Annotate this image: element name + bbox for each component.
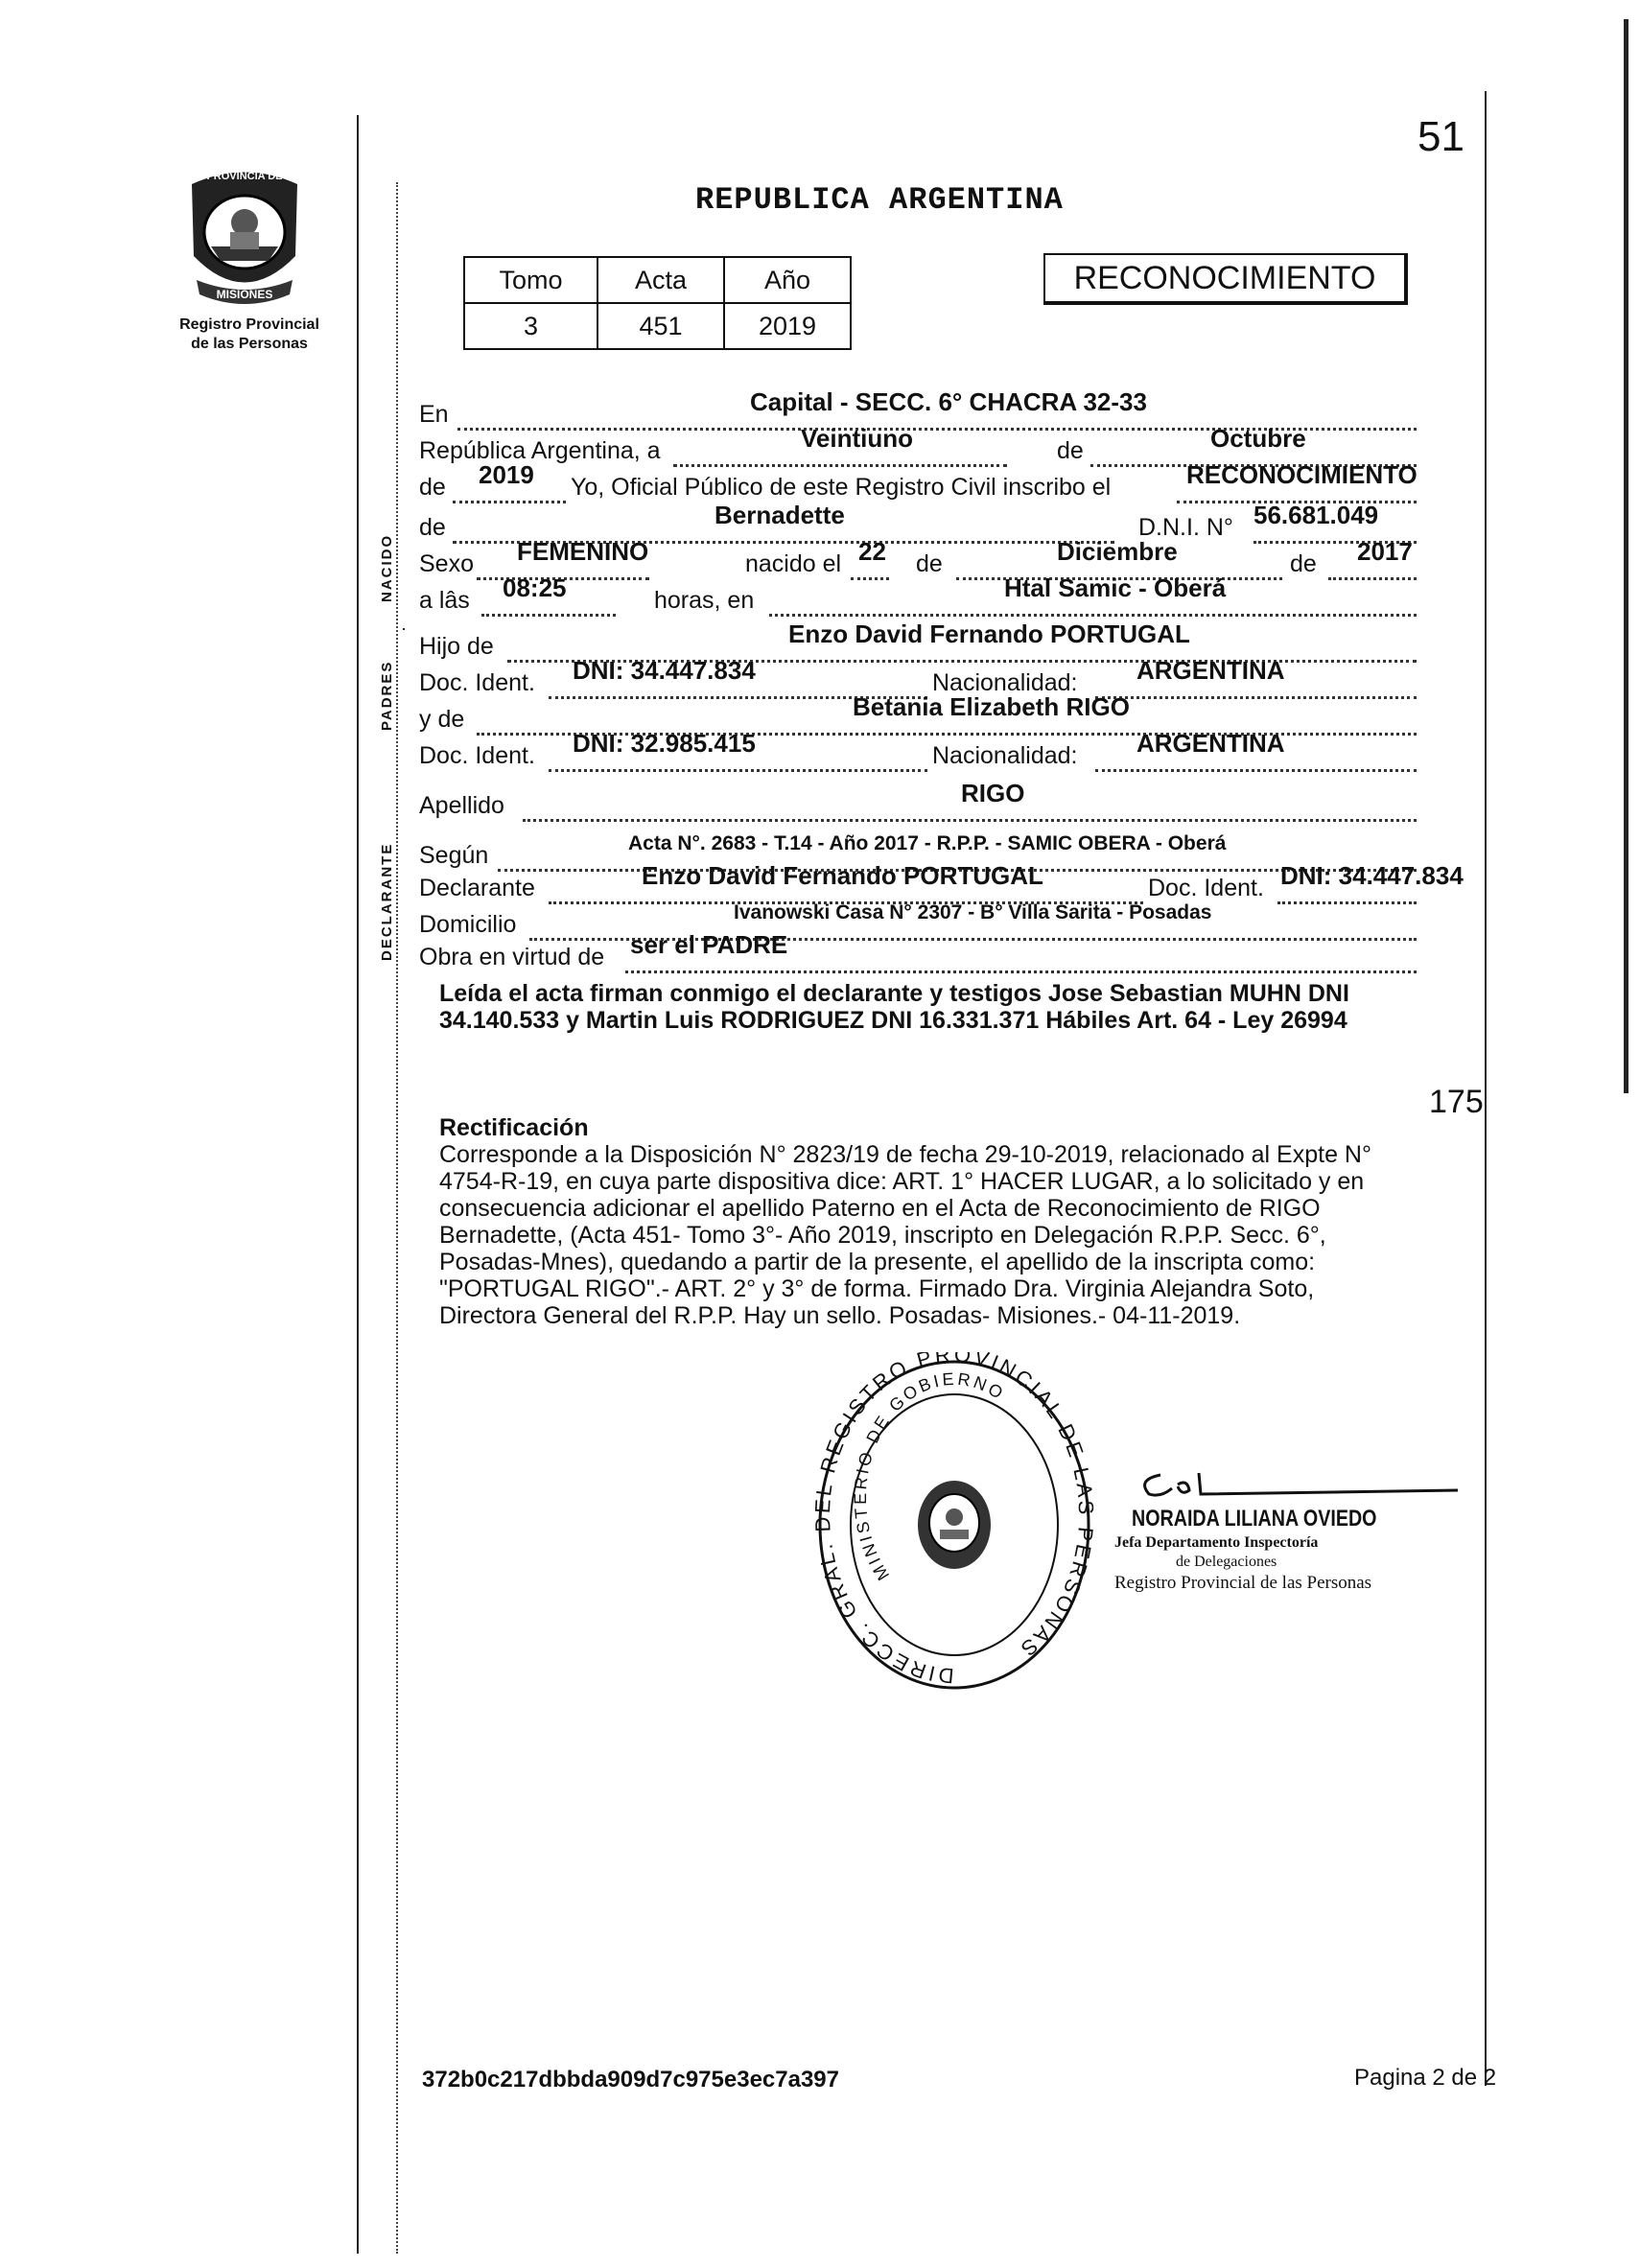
value-nac2: ARGENTINA [1136,729,1285,758]
row-apellido [419,779,1474,823]
stamp-inner-text: MINISTERIO DE GOBIERNO [851,1368,1009,1584]
province-seal-logo [173,165,316,309]
signatory-name: NORAIDA LILIANA OVIEDO [1132,1506,1377,1531]
rectificacion-line: "PORTUGAL RIGO".- ART. 2° y 3° de forma. Firmado Dra. Virginia Alejandra Soto, [439,1275,1315,1302]
label-sexo: Sexo [419,550,474,577]
label-yde: y de [419,706,465,733]
label-apellido: Apellido [419,792,504,819]
label-segun: Según [419,842,489,869]
value-sexo: FEMENINO [517,537,649,566]
rectificacion-line: Bernadette, (Acta 451- Tomo 3°- Año 2019, inscripto en Delegación R.P.P. Secc. 6°, [439,1222,1326,1249]
leida-line1: Leída el acta firman conmigo el declarante y testigos Jose Sebastian MUHN DNI [439,980,1349,1007]
rectificacion-line: 4754-R-19, en cuya parte dispositiva dice: ART. 1° HACER LUGAR, a lo solicitado y en [439,1168,1365,1195]
leida-line2: 34.140.533 y Martin Luis RODRIGUEZ DNI 16.331.371 Hábiles Art. 64 - Ley 26994 [439,1007,1347,1034]
value-doc2: DNI: 32.985.415 [573,729,756,758]
label-en: En [419,401,449,428]
row-obra [419,930,1474,974]
value-apellido: RIGO [961,779,1025,807]
row-declarante [419,861,1474,905]
label-nacido: nacido el [745,550,842,577]
stamp-outer-text: DIRECC. GRAL. DEL REGISTRO PROVINCIAL DE LAS PERSONAS [810,1352,1098,1689]
label-doc2: Doc. Ident. [419,742,535,769]
value-declarante: Enzo David Fernando PORTUGAL [642,861,1043,890]
logo-caption-line1: Registro Provincial [179,316,319,333]
stamp-crest-icon [918,1481,991,1569]
table-header-acta: Acta [597,257,724,303]
value-inscribo: RECONOCIMIENTO [1186,460,1417,489]
side-divider-1 [403,628,405,630]
label-yo: Yo, Oficial Público de este Registro Civil inscribo el [571,474,1112,501]
signatory-title1: Jefa Departamento Inspectoría [1114,1534,1319,1551]
value-hora: 08:25 [503,573,567,602]
signature-scribble [1132,1465,1477,1504]
row-en [419,387,1474,432]
label-dni: D.N.I. N° [1138,514,1233,541]
label-declarante: Declarante [419,875,535,901]
label-nac2: Nacionalidad: [932,742,1078,769]
value-domicilio: Ivanowski Casa N° 2307 - B° Villa Sarita - Posadas [734,901,1212,924]
value-anio: 2019 [479,460,534,489]
label-de4: de [916,550,943,577]
value-dia: Veintiuno [801,424,913,453]
value-segun: Acta N°. 2683 - T.14 - Año 2017 - R.P.P. - SAMIC OBERA - Oberá [628,832,1227,854]
rectificacion-line: Directora General del R.P.P. Hay un sello. Posadas- Misiones.- 04-11-2019. [439,1302,1241,1329]
value-en: Capital - SECC. 6° CHACRA 32-33 [750,387,1147,416]
table-header-anio: Año [724,257,851,303]
label-de2: de [419,474,446,501]
label-domicilio: Domicilio [419,911,517,938]
rectificacion-line: consecuencia adicionar el apellido Paterno en el Acta de Reconocimiento de RIGO [439,1195,1321,1222]
label-horas: horas, en [654,587,755,614]
label-doc3: Doc. Ident. [1148,875,1264,901]
page-number: 51 [1417,113,1464,160]
rectificacion-line: Posadas-Mnes), quedando a partir de la presente, el apellido de la inscripta como: [439,1249,1316,1275]
seal-bottom-text: MISIONES [216,288,273,301]
rectificacion-title: Rectificación [439,1114,589,1141]
label-doc1: Doc. Ident. [419,669,535,696]
table-value-anio: 2019 [724,303,851,349]
right-edge-bar [1624,19,1628,1093]
value-madre: Betania Elizabeth RIGO [853,692,1130,721]
label-obra: Obra en virtud de [419,944,605,970]
logo-caption-line2: de las Personas [191,336,308,352]
table-value-tomo: 3 [464,303,597,349]
value-doc3: DNI: 34.447.834 [1280,861,1464,890]
label-de5: de [1290,550,1317,577]
signatory-title2: de Delegaciones [1176,1554,1277,1570]
act-type-box: RECONOCIMIENTO [1043,253,1408,305]
side-label-padres: PADRES [379,660,395,731]
value-padre: Enzo David Fernando PORTUGAL [788,620,1190,648]
value-mes-nac: Diciembre [1057,537,1178,566]
page-title: REPUBLICA ARGENTINA [695,182,1064,218]
value-lugar: Htal Samic - Oberá [1004,573,1227,602]
label-hijo: Hijo de [419,633,494,660]
row-sexo [419,537,1474,581]
value-nombre: Bernadette [715,501,845,529]
bottom-page-number: 175 [1429,1084,1484,1120]
side-label-nacido: NACIDO [379,533,395,602]
right-margin-line [1485,91,1487,2086]
table-header-tomo: Tomo [464,257,597,303]
value-doc1: DNI: 34.447.834 [573,656,756,685]
label-alas: a lâs [419,587,470,614]
label-republica: República Argentina, a [419,437,661,464]
value-obra: ser el PADRE [630,930,788,959]
seal-top-text: PROVINCIA DE [206,171,283,182]
page-counter: Pagina 2 de 2 [1354,2065,1497,2091]
document-hash: 372b0c217dbbda909d7c975e3ec7a397 [422,2067,839,2093]
value-nac1: ARGENTINA [1136,656,1285,685]
rectificacion-line: Corresponde a la Disposición N° 2823/19 de fecha 29-10-2019, relacionado al Expte N° [439,1141,1371,1168]
left-margin-line [357,115,359,2254]
label-de3: de [419,514,446,541]
table-value-acta: 451 [597,303,724,349]
inner-dotted-margin [396,182,398,2254]
label-de: de [1057,437,1084,464]
value-dni: 56.681.049 [1253,501,1379,529]
signatory-title3: Registro Provincial de las Personas [1114,1573,1372,1593]
row-anio-inscribo [419,460,1474,504]
official-stamp [810,1352,1098,1697]
row-hora-lugar [419,573,1474,618]
side-label-declarante: DECLARANTE [379,842,395,961]
row-doc2 [419,729,1474,773]
tomo-acta-anio-table [463,256,852,350]
value-mes: Octubre [1210,424,1306,453]
value-dia-nac: 22 [858,537,886,566]
value-anio-nac: 2017 [1357,537,1413,566]
label-nac1: Nacionalidad: [932,669,1078,696]
